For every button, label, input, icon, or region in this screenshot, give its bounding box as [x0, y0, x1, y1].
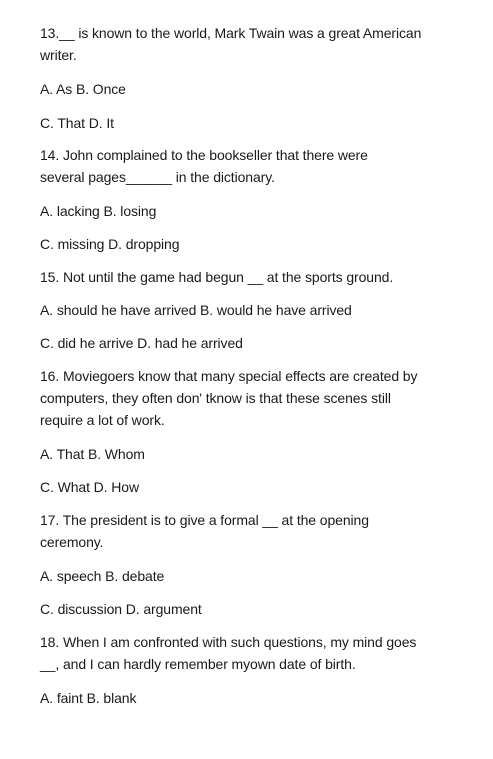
q17-stem-line-2: ceremony.: [40, 534, 104, 550]
q16-option-ab: A. That B. Whom: [40, 446, 145, 462]
q15-option-ab: A. should he have arrived B. would he have arrived: [40, 302, 352, 318]
q17-option-ab: A. speech B. debate: [40, 568, 165, 584]
q16-option-cd: C. What D. How: [40, 479, 139, 495]
q16-stem-line-1: 16. Moviegoers know that many special effects are created by: [40, 368, 418, 384]
q16-stem-line-2: computers, they often don' tknow is that these scenes still: [40, 390, 391, 406]
q18-option-ab: A. faint B. blank: [40, 690, 137, 706]
q15-option-cd: C. did he arrive D. had he arrived: [40, 335, 243, 351]
q13-option-ab: A. As B. Once: [40, 81, 126, 97]
q14-option-ab: A. lacking B. losing: [40, 203, 157, 219]
q14-stem-line-2: several pages______ in the dictionary.: [40, 169, 275, 185]
q15-stem-line-1: 15. Not until the game had begun __ at the sports ground.: [40, 269, 394, 285]
q18-stem-line-1: 18. When I am confronted with such questions, my mind goes: [40, 634, 417, 650]
q17-option-cd: C. discussion D. argument: [40, 601, 202, 617]
q17-stem-line-1: 17. The president is to give a formal __ at the opening: [40, 512, 369, 528]
q14-option-cd: C. missing D. dropping: [40, 236, 180, 252]
q13-option-cd: C. That D. It: [40, 115, 114, 131]
q18-stem-line-2: __, and I can hardly remember myown date of birth.: [40, 656, 356, 672]
q13-stem-line-2: writer.: [40, 47, 77, 63]
q16-stem-line-3: require a lot of work.: [40, 412, 165, 428]
q14-stem-line-1: 14. John complained to the bookseller that there were: [40, 147, 368, 163]
q13-stem-line-1: 13.__ is known to the world, Mark Twain was a great American: [40, 25, 422, 41]
